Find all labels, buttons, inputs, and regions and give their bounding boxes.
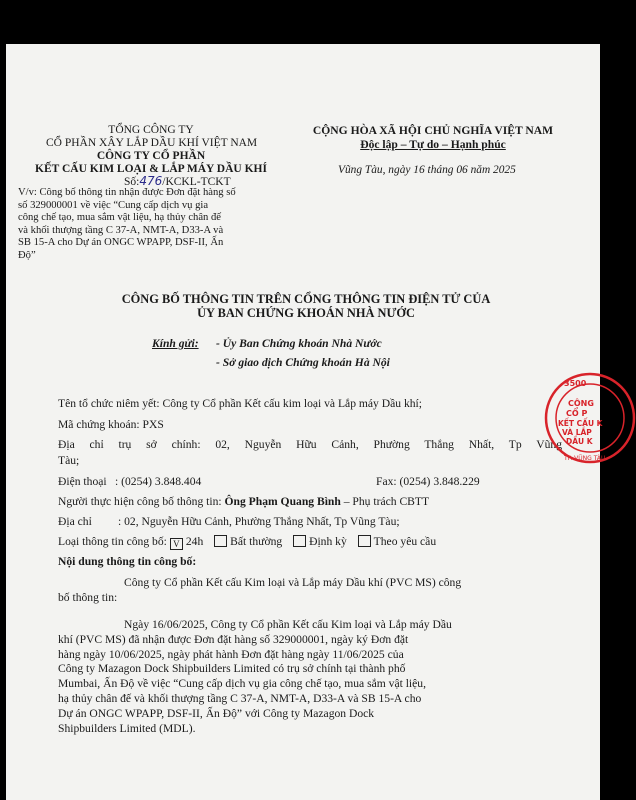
code-value: PXS: [142, 418, 164, 431]
phone-line: [58, 474, 201, 489]
discloser-label: Người thực hiện công bố thông tin:: [58, 495, 222, 508]
seal-line4: VÀ LẮP: [562, 428, 592, 437]
number-handwritten: 476: [139, 174, 163, 188]
company-seal: [544, 372, 636, 464]
corp-name: TỔNG CÔNG TY: [108, 124, 194, 136]
paragraph-line: khí (PVC MS) đã nhận được Đơn đặt hàng số 329000001, ngày ký Đơn đặt: [58, 632, 409, 646]
address-label: Địa chỉ: [58, 515, 92, 528]
phone-label: Điện thoại: [58, 475, 107, 488]
type-on-request-label: Theo yêu cầu: [373, 535, 437, 548]
subject-line: V/v: Công bố thông tin nhận được Đơn đặt hàng số: [18, 187, 236, 198]
document-page: [6, 44, 606, 800]
hq-line2: Tàu;: [58, 454, 80, 467]
type-irregular-label: Bất thường: [230, 535, 283, 548]
number-prefix: Số:: [124, 176, 140, 188]
org-line: [58, 396, 422, 411]
subject-block: [18, 187, 236, 263]
intro-line: bố thông tin:: [58, 590, 118, 604]
paragraph-line: Công ty Mazagon Dock Shipbuilders Limited có trụ sở chính tại thành phố: [58, 662, 406, 676]
paragraph-line: Shipbuilders Limited (MDL).: [58, 721, 196, 735]
paragraph-line: Dự án ONGC WPAPP, DSF-II, Ấn Độ” với Công ty Mazagon Dock: [58, 706, 375, 720]
paragraph-line: Mumbai, Ấn Độ về việc “Cung cấp dịch vụ gia công chế tạo, mua sắm vật liệu,: [58, 677, 426, 691]
seal-outer-ring: [546, 374, 634, 462]
checkbox-on-request[interactable]: [358, 535, 371, 547]
discloser-role: – Phụ trách CBTT: [343, 495, 430, 508]
seal-ring-text: TP. VŨNG TÀU: [564, 455, 606, 462]
info-type-line: [58, 534, 436, 550]
title-line2: ỦY BAN CHỨNG KHOÁN NHÀ NƯỚC: [197, 306, 415, 320]
title-line1: CÔNG BỐ THÔNG TIN TRÊN CỔNG THÔNG TIN ĐIỆN TỬ CỦA: [121, 292, 491, 306]
number-suffix: /KCKL-TCKT: [162, 176, 231, 188]
intro-paragraph: [58, 576, 562, 605]
seal-line2: CỔ P: [566, 409, 588, 418]
main-paragraph: [58, 618, 562, 736]
corp-full-name: CỔ PHẦN XÂY LẮP DẦU KHÍ VIỆT NAM: [46, 137, 258, 149]
fax: Fax: (0254) 3.848.229: [376, 475, 480, 488]
code-line: [58, 417, 164, 432]
company-name-line2: KẾT CẤU KIM LOẠI & LẮP MÁY DẦU KHÍ: [35, 163, 267, 175]
subject-line: số 329000001 về việc “Cung cấp dịch vụ gia: [18, 199, 209, 211]
phone-value: : (0254) 3.848.404: [115, 475, 202, 488]
address-value: : 02, Nguyễn Hữu Cảnh, Phường Thắng Nhất, Tp Vũng Tàu;: [118, 515, 400, 528]
addressee-label: Kính gửi:: [152, 337, 199, 350]
subject-line: công chế tạo, mua sắm vật liệu, hạ thủy chân đế: [18, 212, 221, 224]
intro-line: Công ty Cổ phần Kết cấu Kim loại và Lắp máy Dầu khí (PVC MS) công: [124, 576, 462, 589]
discloser-name: Ông Phạm Quang Bình: [224, 495, 341, 508]
subject-line: và khối thượng tầng C 37-A, NMT-A, D33-A và: [18, 224, 224, 236]
code-label: Mã chứng khoán:: [58, 418, 140, 431]
national-motto: [288, 138, 578, 151]
checkbox-24h[interactable]: V: [170, 538, 183, 550]
paragraph-line: Ngày 16/06/2025, Công ty Cổ phần Kết cấu Kim loại và Lắp máy Dầu: [124, 618, 452, 631]
content-heading: Nội dung thông tin công bố:: [58, 555, 197, 568]
paragraph-line: hàng ngày 10/06/2025, ngày phát hành Đơn đặt hàng ngày 11/06/2025 của: [58, 647, 404, 661]
company-name-line1: CÔNG TY CỔ PHẦN: [96, 150, 206, 162]
place-date: Vũng Tàu, ngày 16 tháng 06 năm 2025: [338, 164, 516, 176]
republic-title: CỘNG HÒA XÃ HỘI CHỦ NGHĨA VIỆT NAM: [312, 124, 554, 137]
type-24h-label: 24h: [185, 535, 204, 548]
address-line: [58, 514, 400, 529]
checkbox-periodic[interactable]: [293, 535, 306, 547]
org-value: Công ty Cổ phần Kết cấu kim loại và Lắp máy Dầu khí;: [162, 397, 423, 410]
paragraph-line: hạ thủy chân đế và khối thượng tầng C 37-A, NMT-A, D33-A và SB 15-A cho: [58, 691, 422, 705]
info-type-label: Loại thông tin công bố:: [58, 535, 167, 548]
seal-line1: CÔNG: [568, 399, 594, 408]
seal-number: 3500: [564, 379, 587, 388]
motto-text: Độc lập – Tự do – Hạnh phúc: [360, 138, 506, 151]
seal-line3: KẾT CẤU K: [558, 419, 603, 428]
checkbox-irregular[interactable]: [214, 535, 227, 547]
org-label: Tên tổ chức niêm yết:: [58, 397, 160, 410]
subject-line: Độ”: [18, 249, 36, 261]
discloser-line: [58, 494, 429, 509]
hq-line1: Địa chỉ trụ sở chính: 02, Nguyễn Hữu Cảnh, Phường Thắng Nhất, Tp Vũng: [58, 438, 562, 451]
type-periodic-label: Định kỳ: [309, 535, 347, 548]
subject-line: SB 15-A cho Dự án ONGC WPAPP, DSF-II, Ấn: [18, 237, 224, 249]
seal-line5: DẦU K: [566, 437, 593, 446]
addressee-1: - Ủy Ban Chứng khoán Nhà Nước: [216, 337, 382, 350]
addressee-2: - Sở giao dịch Chứng khoán Hà Nội: [216, 356, 390, 369]
